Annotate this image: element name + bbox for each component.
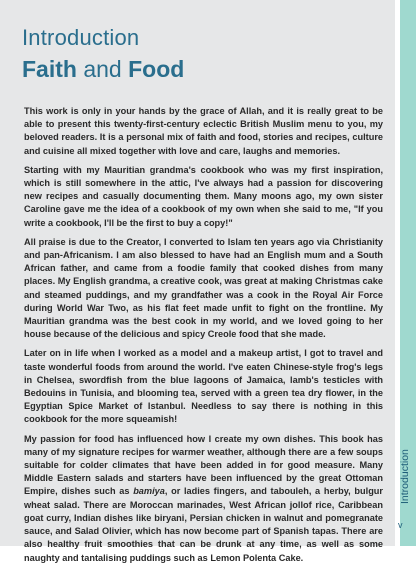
heading-faith: Faith (22, 56, 77, 82)
heading-line2 (22, 56, 184, 83)
paragraph-5-part2: , or ladies fingers, and tabouleh, a herby, bulgur wheat salad. There are Moroccan marinades, West African jollof rice, Caribbean goat curry, Indian dishes like biryani, Persian chicken in walnut and pomegranate sauce, and Salad Olivier, which has now become part of Spanish tapas. There are also healthy fruit smoothies that can be drunk at any time, as well as some naughty and tantalising puddings such as Lemon Polenta Cake. (24, 486, 383, 563)
body-text (24, 105, 383, 571)
paragraph-1: This work is only in your hands by the grace of Allah, and it is really great to be able to present this twenty-first-century eclectic British Muslim menu to you, my beloved readers. It is a personal mix of faith and food, stories and recipes, culture and cuisine all mixed together with love and care, laughs and memories. (24, 106, 383, 156)
paragraph-5-italic: bamiya (133, 486, 165, 497)
paragraph-3: All praise is due to the Creator, I converted to Islam ten years ago via Christianity and pan-Africanism. I am also blessed to have had an English mum and a South African father, and came from a foodie family that cooked dishes from many places. My English grandma, a creative cook, was great at making Christmas cake and steamed puddings, and my grandfather was a cook in the Royal Air Force during World War Two, as his flat feet made unfit to fight on the frontline. My Mauritian grandma was the best cook in my world, and we loved going to her house because of the delicious and spicy Creole food that she made. (24, 236, 383, 340)
paragraph-5 (24, 433, 383, 565)
heading-line1: Introduction (22, 25, 140, 50)
heading-food: Food (128, 56, 185, 82)
side-section-label: Introduction (399, 449, 411, 504)
paragraph-2: Starting with my Mauritian grandma's cookbook who was my first inspiration, which is still somewhere in the attic, I've always had a passion for discovering new recipes and casually documenting them. Many moons ago, my own sister Caroline gave me the idea of a cookbook of my own when she said to me, "If you write a cookbook, I'll be the first to buy a copy!" (24, 164, 383, 228)
page-number: v (398, 520, 403, 530)
paragraph-5-part1: My passion for food has influenced how I create my own dishes. This book has many of my signature recipes for warmer weather, although there are a few soups suitable for colder climates that have been added in for good measure. Many Middle Eastern salads and starters have been influenced by the great Ottoman Empire, dishes such as (24, 433, 383, 497)
heading-and: and (83, 56, 122, 82)
paragraph-4: Later on in life when I worked as a model and a makeup artist, I got to travel and taste wonderful foods from around the world. I've eaten Chinese-style frog's legs in Chelsea, swordfish from the blue lagoons of Jamaica, lamb's testicles with Bedouins in Tunisia, and blooming tea, served with a green tea dry flower, in the Egyptian Spice Market of Istanbul. Needless to say there is nothing in this cookbook for the more squeamish! (24, 348, 383, 425)
